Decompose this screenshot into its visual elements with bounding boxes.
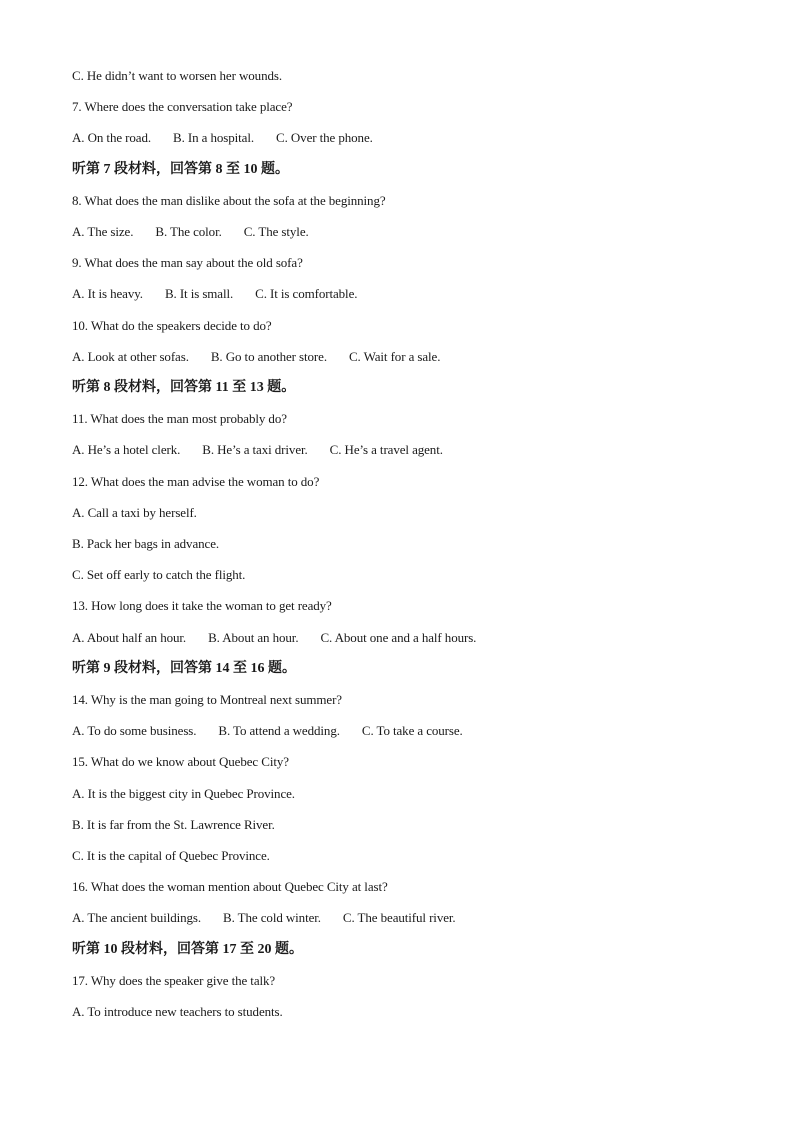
answer-option-line: C. He didn’t want to worsen her wounds. — [72, 68, 282, 83]
answer-option: C. To take a course. — [361, 723, 463, 739]
answer-option: B. The color. — [155, 224, 222, 239]
answer-option: A. The ancient buildings. — [72, 910, 202, 926]
answer-option: C. Over the phone. — [276, 130, 373, 146]
answer-option: C. It is comfortable. — [255, 286, 358, 302]
answer-option: A. To do some business. — [72, 723, 197, 739]
answer-option: B. He’s a taxi driver. — [202, 442, 308, 458]
answer-option-line: C. Set off early to catch the flight. — [72, 567, 246, 583]
answer-option-line: B. Pack her bags in advance. — [72, 536, 220, 551]
question-text: 14. Why is the man going to Montreal next summer? — [72, 692, 342, 707]
question-text: 9. What does the man say about the old sofa? — [72, 255, 303, 271]
answer-options — [72, 910, 456, 926]
answer-option: B. It is small. — [164, 286, 234, 302]
answer-option: A. He’s a hotel clerk. — [72, 442, 181, 458]
answer-option-line: A. To introduce new teachers to students. — [72, 1004, 283, 1019]
answer-options — [72, 442, 443, 458]
question-text: 15. What do we know about Quebec City? — [72, 754, 289, 770]
answer-option-line: C. It is the capital of Quebec Province. — [72, 848, 270, 863]
answer-options — [72, 349, 440, 365]
answer-options — [72, 723, 463, 739]
answer-option: A. On the road. — [72, 130, 152, 146]
question-text: 8. What does the man dislike about the sofa at the beginning? — [72, 192, 386, 208]
answer-option: A. It is heavy. — [72, 286, 143, 302]
answer-option: B. About an hour. — [208, 629, 299, 645]
answer-option: A. Look at other sofas. — [72, 348, 189, 364]
question-text: 17. Why does the speaker give the talk? — [72, 972, 276, 988]
answer-option: A. The size. — [72, 224, 134, 239]
section-heading: 听第 8 段材料，回答第 11 至 13 题。 — [72, 380, 296, 395]
answer-options — [72, 630, 476, 646]
question-text: 16. What does the woman mention about Quebec City at last? — [72, 879, 388, 895]
question-text: 12. What does the man advise the woman to do? — [72, 473, 320, 489]
answer-option: B. In a hospital. — [173, 130, 255, 146]
answer-option: C. About one and a half hours. — [320, 629, 477, 645]
answer-options — [72, 286, 357, 302]
question-text: 11. What does the man most probably do? — [72, 411, 287, 427]
question-text: 10. What do the speakers decide to do? — [72, 317, 272, 333]
answer-option: B. To attend a wedding. — [218, 723, 340, 739]
answer-option: C. He’s a travel agent. — [329, 442, 443, 458]
answer-options — [72, 224, 309, 240]
question-text: 13. How long does it take the woman to get ready? — [72, 598, 332, 614]
answer-option: C. Wait for a sale. — [348, 348, 441, 364]
section-heading: 听第 10 段材料，回答第 17 至 20 题。 — [72, 941, 303, 957]
answer-option: C. The style. — [243, 224, 309, 239]
answer-option-line: B. It is far from the St. Lawrence River. — [72, 816, 275, 832]
answer-option-line: A. It is the biggest city in Quebec Province. — [72, 785, 295, 801]
answer-option: B. The cold winter. — [223, 910, 321, 926]
question-text: 7. Where does the conversation take place? — [72, 99, 293, 115]
answer-option: A. About half an hour. — [72, 629, 187, 645]
answer-options — [72, 130, 373, 146]
section-heading: 听第 9 段材料，回答第 14 至 16 题。 — [72, 660, 296, 676]
answer-option: B. Go to another store. — [210, 348, 327, 364]
answer-option-line: A. Call a taxi by herself. — [72, 504, 197, 520]
answer-option: C. The beautiful river. — [342, 910, 456, 926]
section-heading: 听第 7 段材料，回答第 8 至 10 题。 — [72, 161, 289, 177]
